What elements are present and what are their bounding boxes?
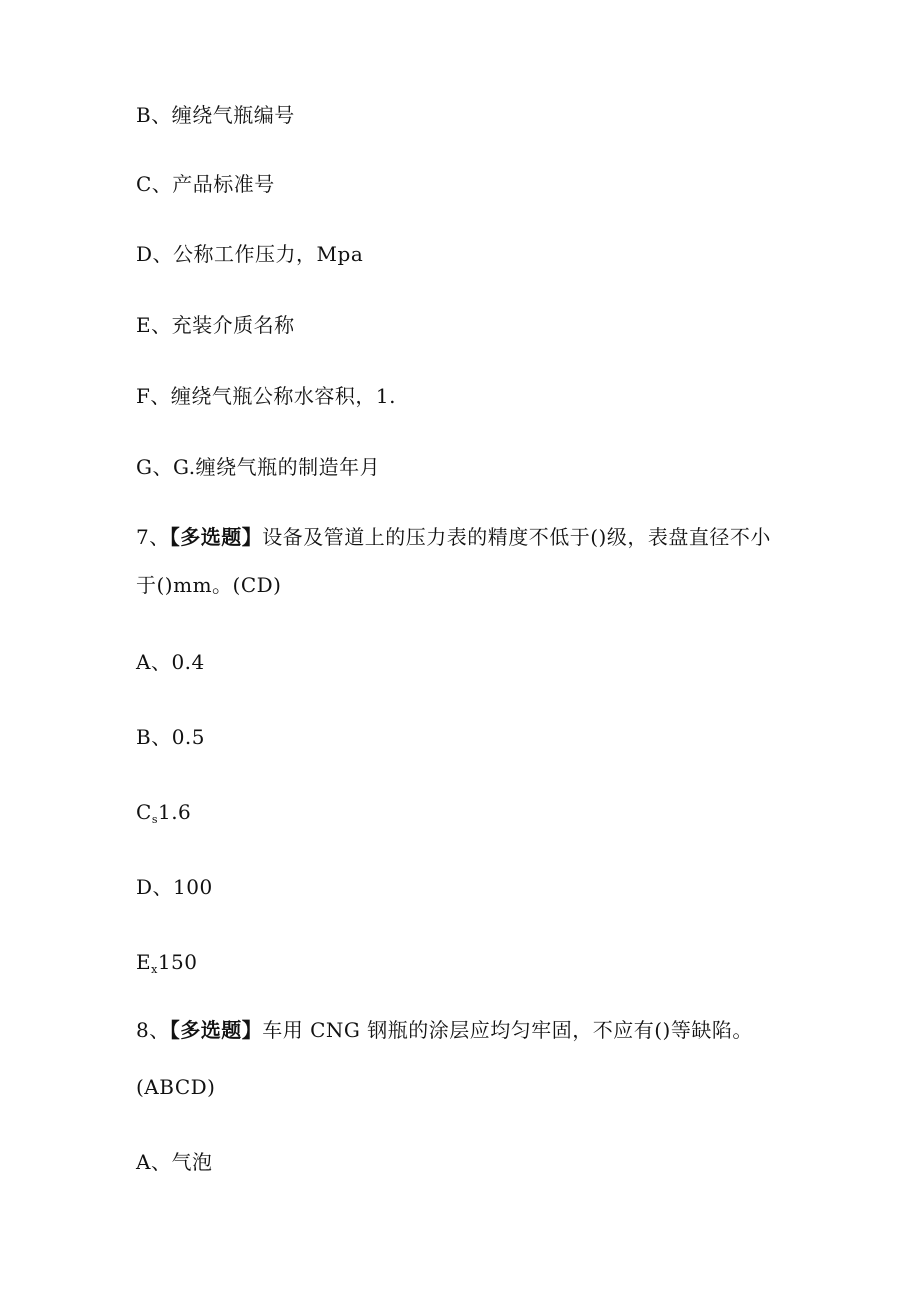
option-line: G、G.缠绕气瓶的制造年月	[136, 455, 381, 479]
option-line: D、公称工作压力，Mpa	[136, 242, 364, 266]
option-line: E、充装介质名称	[136, 313, 295, 337]
question-text: 车用 CNG 钢瓶的涂层应均匀牢固，不应有()等缺陷。	[262, 1018, 753, 1042]
option-letter: E	[136, 950, 152, 974]
question-8-continuation: (ABCD)	[136, 1075, 216, 1099]
option-a: A、气泡	[136, 1150, 213, 1174]
question-text: 设备及管道上的压力表的精度不低于()级，表盘直径不小	[262, 525, 771, 549]
question-7-continuation: 于()mm。(CD)	[136, 573, 282, 597]
option-line: F、缠绕气瓶公称水容积，1.	[136, 384, 396, 408]
option-a: A、0.4	[136, 650, 205, 674]
question-number: 8、	[136, 1018, 170, 1042]
option-letter: C	[136, 800, 152, 824]
option-line: B、缠绕气瓶编号	[136, 103, 295, 127]
option-b: B、0.5	[136, 725, 206, 749]
option-value: 1.6	[157, 800, 192, 824]
option-subscript: s	[151, 813, 158, 826]
question-8	[136, 1018, 753, 1042]
option-value: 150	[157, 950, 198, 974]
question-type-tag: 【多选题】	[169, 1018, 263, 1042]
option-subscript: x	[151, 963, 158, 976]
option-e	[136, 950, 198, 982]
question-type-tag: 【多选题】	[169, 525, 263, 549]
option-line: C、产品标准号	[136, 172, 275, 196]
question-7	[136, 525, 771, 549]
option-c	[136, 800, 191, 832]
question-number: 7、	[136, 525, 170, 549]
option-d: D、100	[136, 875, 213, 899]
